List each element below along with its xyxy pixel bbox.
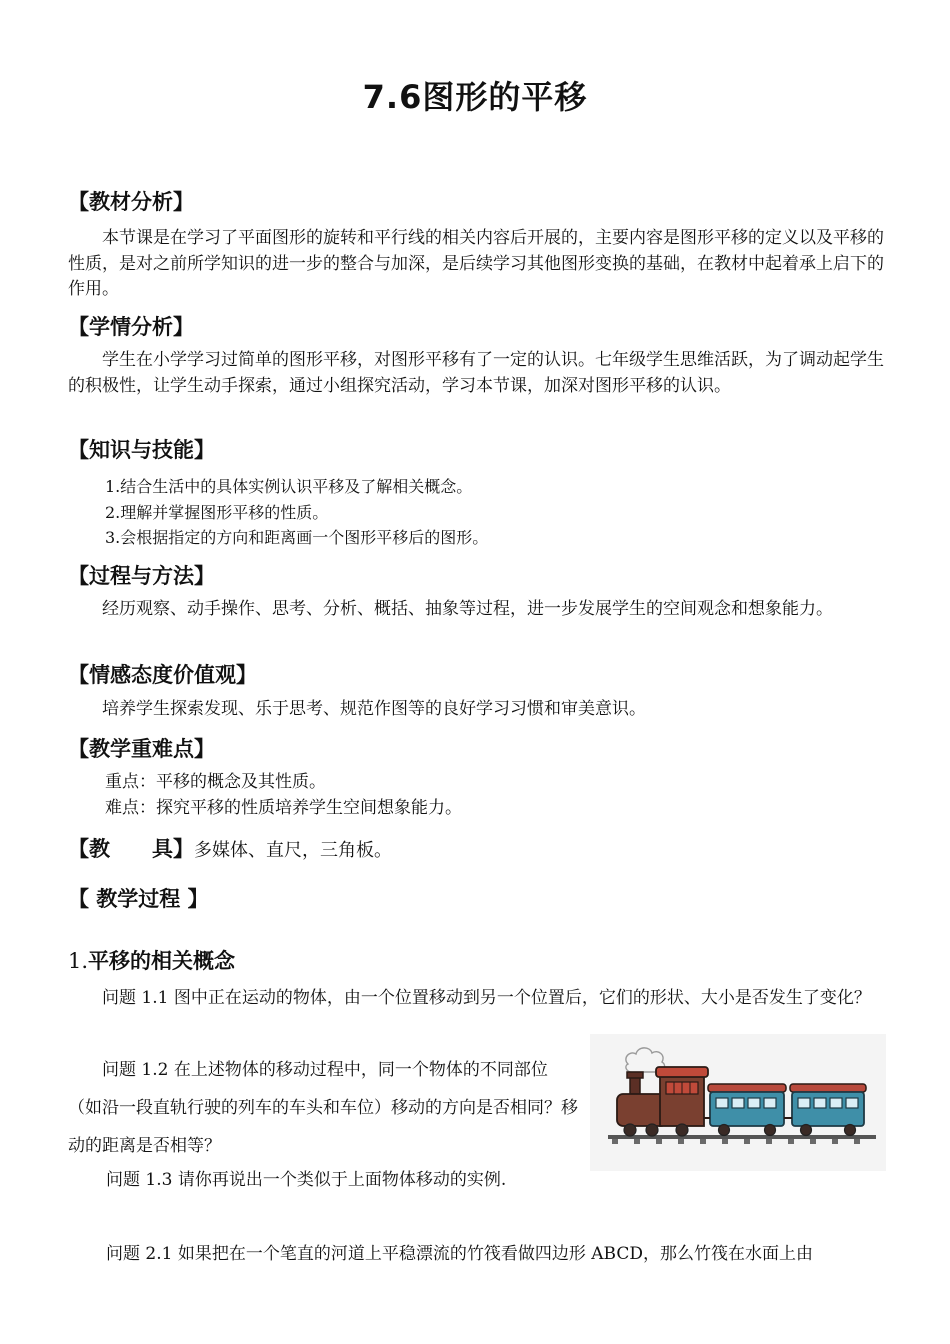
train-illustration [590,1034,886,1171]
question-1-3: 问题 1.3 请你再说出一个类似于上面物体移动的实例. [106,1170,507,1190]
page-title: 7.6图形的平移 [362,78,588,116]
knowledge-list [105,474,488,551]
list-item: 1.结合生活中的具体实例认识平移及了解相关概念。 [105,477,473,496]
heading-teaching-process: 【 教学过程 】 [68,887,209,911]
heading-knowledge-skills: 【知识与技能】 [68,438,215,462]
key-point-text: 重点：平移的概念及其性质。 [105,772,326,792]
textbook-analysis-text: 本节课是在学习了平面图形的旋转和平行线的相关内容后开展的，主要内容是图形平移的定义以及平移的性质，是对之前所学知识的进一步的整合与加深，是后续学习其他图形变换的基础，在教材中起着承上启下的作用。 [68,228,884,299]
student-analysis-text: 学生在小学学习过简单的图形平移，对图形平移有了一定的认识。七年级学生思维活跃，为了调动起学生的积极性，让学生动手探索，通过小组探究活动，学习本节课，加深对图形平移的认识。 [68,350,884,396]
heading-student-analysis: 【学情分析】 [68,315,194,339]
list-item: 3.会根据指定的方向和距离画一个图形平移后的图形。 [105,528,489,547]
question-1-2: 问题 1.2 在上述物体的移动过程中，同一个物体的不同部位（如沿一段直轨行驶的列车的车头和车位）移动的方向是否相同？移动的距离是否相等？ [68,1060,578,1156]
process-methods-text: 经历观察、动手操作、思考、分析、概括、抽象等过程，进一步发展学生的空间观念和想象能力。 [102,599,833,619]
section-number: 1. [68,949,89,973]
heading-textbook-analysis: 【教材分析】 [68,190,194,214]
section-title: 平移的相关概念 [88,949,236,973]
tools-line [68,833,392,863]
list-item: 2.理解并掌握图形平移的性质。 [105,502,329,522]
emotion-values-text: 培养学生探索发现、乐于思考、规范作图等的良好学习习惯和审美意识。 [102,699,646,719]
train-icon [590,1034,886,1171]
heading-teaching-tools: 【教 具】 [68,837,194,861]
heading-process-methods: 【过程与方法】 [68,564,215,588]
question-1-1: 问题 1.1 图中正在运动的物体，由一个位置移动到另一个位置后，它们的形状、大小是否发生了变化？ [102,988,871,1008]
heading-key-difficult: 【教学重难点】 [68,737,215,761]
section-translation-concepts [68,945,235,975]
heading-emotion-values: 【情感态度价值观】 [68,663,257,687]
teaching-tools-text: 多媒体、直尺，三角板。 [194,840,392,861]
difficult-point-text: 难点：探究平移的性质培养学生空间想象能力。 [105,798,462,818]
question-2-1: 问题 2.1 如果把在一个笔直的河道上平稳漂流的竹筏看做四边形 ABCD，那么竹筏在水面上由 [106,1244,813,1264]
